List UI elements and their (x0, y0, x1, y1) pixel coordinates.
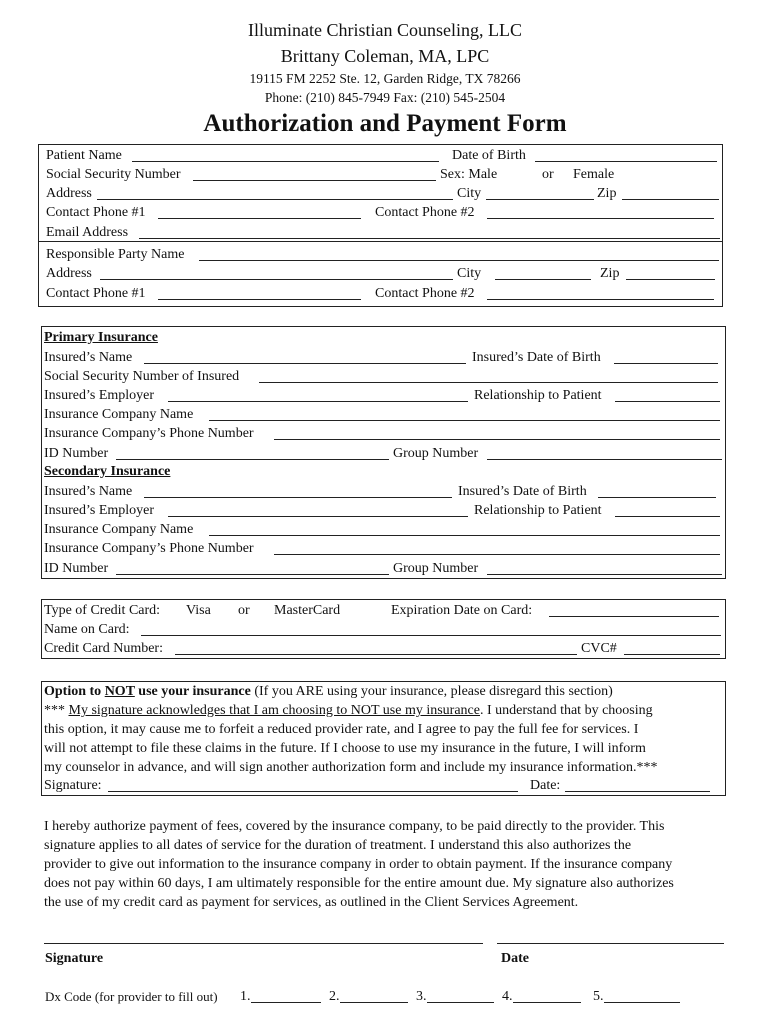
secondary-relationship-label: Relationship to Patient (474, 503, 602, 518)
primary-id-label: ID Number (44, 446, 109, 461)
primary-ssn-field[interactable] (259, 382, 718, 383)
primary-insured-dob-field[interactable] (614, 363, 718, 364)
dx-code-3-field[interactable] (427, 1002, 494, 1003)
dx-code-5-label: 5. (593, 989, 604, 1004)
primary-insurance-heading: Primary Insurance (44, 330, 158, 345)
secondary-employer-field[interactable] (168, 516, 468, 517)
responsible-phone1-label: Contact Phone #1 (46, 286, 146, 301)
signature-field[interactable] (44, 943, 483, 944)
opt-out-ack: My signature acknowledges that I am choosing to NOT use my insurance (68, 703, 480, 718)
zip-field[interactable] (622, 199, 719, 200)
card-type-label: Type of Credit Card: (44, 603, 161, 618)
responsible-zip-field[interactable] (626, 279, 715, 280)
authorization-text (44, 817, 674, 912)
opt-out-line-3: this option, it may cause me to forfeit a reduced provider rate, and I agree to pay the full fee for services. I (44, 722, 639, 737)
authorization-line-1: I hereby authorize payment of fees, covered by the insurance company, to be paid directly to the provider. This (44, 819, 665, 834)
city-label: City (457, 186, 482, 201)
form-title: Authorization and Payment Form (203, 110, 567, 137)
opt-out-signature-label: Signature: (44, 778, 102, 793)
secondary-relationship-field[interactable] (615, 516, 720, 517)
address-label: Address (46, 186, 92, 201)
authorization-line-2: signature applies to all dates of service for the duration of treatment. I understand this also authorizes the (44, 838, 632, 853)
counselor-name: Brittany Coleman, MA, LPC (280, 46, 490, 66)
phone1-field[interactable] (158, 218, 361, 219)
primary-insured-name-label: Insured’s Name (44, 350, 133, 365)
responsible-zip-label: Zip (600, 266, 620, 281)
city-field[interactable] (486, 199, 594, 200)
phone1-label: Contact Phone #1 (46, 205, 146, 220)
secondary-insured-name-field[interactable] (144, 497, 452, 498)
responsible-phone2-label: Contact Phone #2 (375, 286, 475, 301)
patient-name-field[interactable] (132, 161, 439, 162)
primary-company-label: Insurance Company Name (44, 407, 194, 422)
primary-relationship-field[interactable] (615, 401, 720, 402)
date-label: Date (501, 951, 529, 966)
responsible-name-label: Responsible Party Name (46, 247, 185, 262)
email-field[interactable] (139, 238, 720, 239)
secondary-insurance-heading: Secondary Insurance (44, 464, 171, 479)
card-number-field[interactable] (175, 654, 577, 655)
secondary-insured-dob-field[interactable] (598, 497, 716, 498)
card-name-label: Name on Card: (44, 622, 130, 637)
secondary-insured-name-label: Insured’s Name (44, 484, 133, 499)
opt-out-line-2 (44, 703, 653, 719)
primary-id-field[interactable] (116, 459, 389, 460)
responsible-phone1-field[interactable] (158, 299, 361, 300)
dx-code-label: Dx Code (for provider to fill out) (45, 989, 218, 1004)
primary-employer-label: Insured’s Employer (44, 388, 155, 403)
authorization-line-5: the use of my credit card as payment for services, as outlined in the Client Services Agreement. (44, 895, 579, 910)
practice-phones: Phone: (210) 845-7949 Fax: (210) 545-2504 (264, 90, 506, 105)
sex-female-option[interactable]: Female (573, 167, 615, 182)
card-visa-option[interactable]: Visa (186, 603, 211, 618)
card-cvc-label: CVC# (581, 641, 617, 656)
dx-code-1-field[interactable] (251, 1002, 321, 1003)
opt-out-heading (44, 684, 613, 700)
section-divider (38, 241, 723, 242)
secondary-company-phone-label: Insurance Company’s Phone Number (44, 541, 254, 556)
authorization-line-4: does not pay within 60 days, I am ultimately responsible for the entire amount due. My signature also authorizes (44, 876, 674, 891)
opt-out-line-5: my counselor in advance, and will sign another authorization form and include my insurance information.*** (44, 760, 658, 775)
primary-group-field[interactable] (487, 459, 722, 460)
opt-out-disregard: (If you ARE using your insurance, please disregard this section) (250, 684, 613, 699)
primary-relationship-label: Relationship to Patient (474, 388, 602, 403)
signature-label: Signature (45, 951, 104, 966)
dob-label: Date of Birth (452, 148, 526, 163)
dx-code-2-field[interactable] (340, 1002, 408, 1003)
dx-code-4-label: 4. (502, 989, 513, 1004)
responsible-address-label: Address (46, 266, 92, 281)
opt-out-heading-not: NOT (104, 684, 135, 699)
primary-group-label: Group Number (393, 446, 479, 461)
primary-company-field[interactable] (209, 420, 720, 421)
opt-out-stars: *** (44, 703, 69, 718)
card-mastercard-option[interactable]: MasterCard (274, 603, 341, 618)
practice-name: Illuminate Christian Counseling, LLC (248, 20, 522, 40)
date-field[interactable] (497, 943, 724, 944)
primary-insured-dob-label: Insured’s Date of Birth (472, 350, 601, 365)
phone2-field[interactable] (487, 218, 714, 219)
opt-out-line-4: will not attempt to file these claims in the future. If I choose to use my insurance in the future, I will inform (44, 741, 646, 756)
dx-code-3-label: 3. (416, 989, 427, 1004)
sex-male-option[interactable]: Sex: Male (440, 167, 498, 182)
secondary-id-label: ID Number (44, 561, 109, 576)
secondary-company-phone-field[interactable] (274, 554, 720, 555)
ssn-label: Social Security Number (46, 167, 181, 182)
dob-field[interactable] (535, 161, 717, 162)
card-name-field[interactable] (141, 635, 721, 636)
address-field[interactable] (97, 199, 453, 200)
opt-out-heading-b: use your insurance (134, 684, 251, 699)
secondary-group-label: Group Number (393, 561, 479, 576)
authorization-line-3: provider to give out information to the insurance company in order to obtain payment. If the insurance company (44, 857, 673, 872)
primary-insured-name-field[interactable] (144, 363, 466, 364)
opt-out-signature-field[interactable] (108, 791, 518, 792)
responsible-name-field[interactable] (199, 260, 719, 261)
primary-company-phone-label: Insurance Company’s Phone Number (44, 426, 254, 441)
secondary-company-field[interactable] (209, 535, 720, 536)
practice-address: 19115 FM 2252 Ste. 12, Garden Ridge, TX 78266 (249, 71, 521, 86)
primary-employer-field[interactable] (168, 401, 468, 402)
secondary-group-field[interactable] (487, 574, 722, 575)
sex-or: or (542, 167, 554, 182)
primary-company-phone-field[interactable] (274, 439, 720, 440)
card-cvc-field[interactable] (624, 654, 720, 655)
card-exp-field[interactable] (549, 616, 719, 617)
zip-label: Zip (597, 186, 617, 201)
card-exp-label: Expiration Date on Card: (391, 603, 533, 618)
opt-out-heading-a: Option to (44, 684, 105, 699)
dx-code-5-field[interactable] (604, 1002, 680, 1003)
responsible-city-field[interactable] (495, 279, 591, 280)
dx-code-1-label: 1. (240, 989, 251, 1004)
email-label: Email Address (46, 225, 129, 240)
opt-out-date-label: Date: (530, 778, 561, 793)
phone2-label: Contact Phone #2 (375, 205, 475, 220)
card-or: or (238, 603, 250, 618)
secondary-company-label: Insurance Company Name (44, 522, 194, 537)
responsible-city-label: City (457, 266, 482, 281)
secondary-employer-label: Insured’s Employer (44, 503, 155, 518)
card-number-label: Credit Card Number: (44, 641, 163, 656)
opt-out-date-field[interactable] (565, 791, 710, 792)
patient-name-label: Patient Name (46, 148, 122, 163)
dx-code-4-field[interactable] (513, 1002, 581, 1003)
secondary-insured-dob-label: Insured’s Date of Birth (458, 484, 587, 499)
responsible-address-field[interactable] (100, 279, 453, 280)
dx-code-2-label: 2. (329, 989, 340, 1004)
ssn-field[interactable] (193, 180, 436, 181)
primary-ssn-label: Social Security Number of Insured (44, 369, 240, 384)
opt-out-rest: . I understand that by choosing (479, 703, 653, 718)
responsible-phone2-field[interactable] (487, 299, 714, 300)
secondary-id-field[interactable] (116, 574, 389, 575)
